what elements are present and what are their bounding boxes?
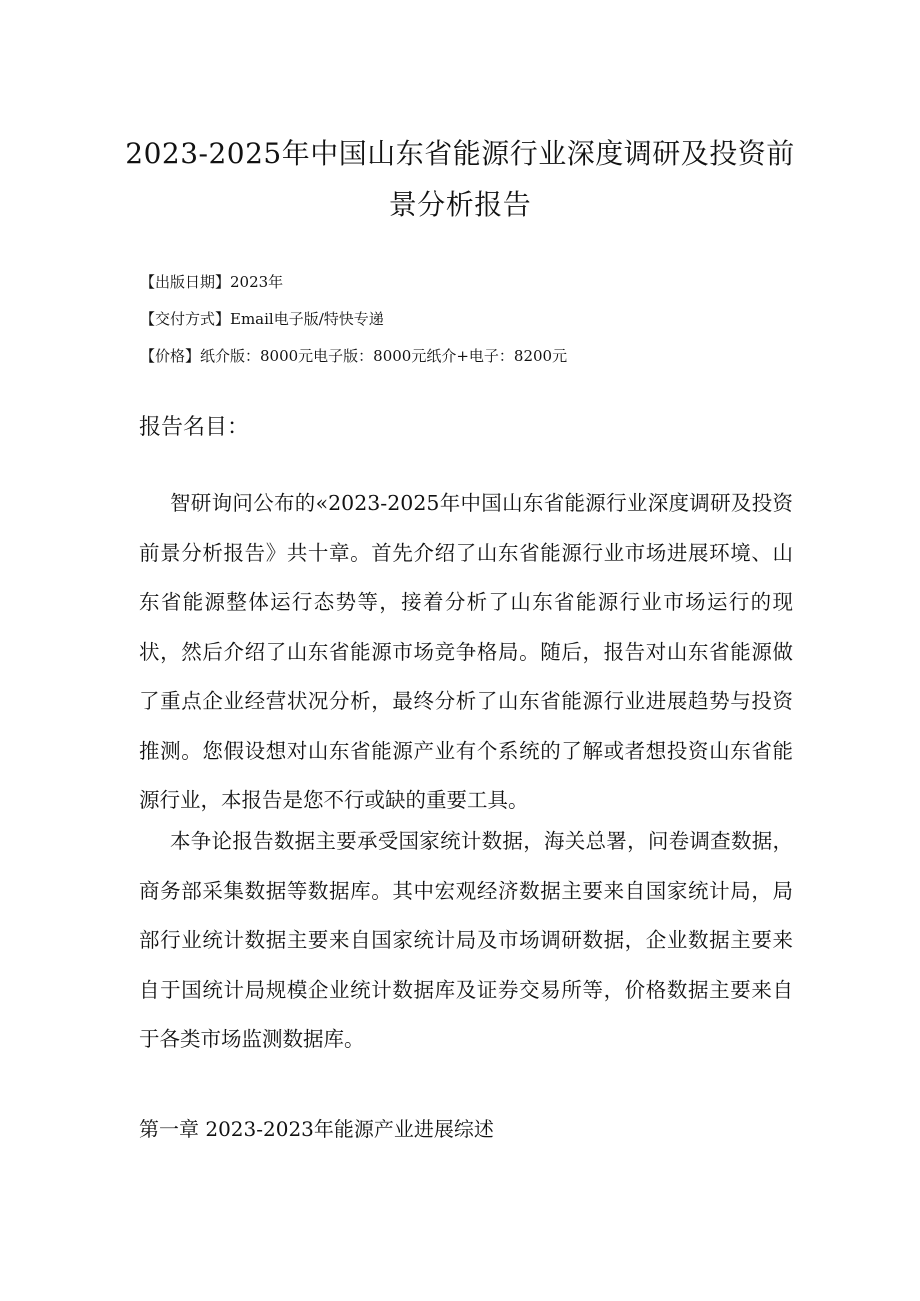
intro-paragraph: 智研询问公布的«2023-2025年中国山东省能源行业深度调研及投资前景分析报告》共十章。首先介绍了山东省能源行业市场进展环境、山东省能源整体运行态势等，接着分析了山东省能源行业市场运行的现状，然后介绍了山东省能源市场竞争格局。随后，报告对山东省能源做了重点企业经营状况分析，最终分析了山东省能源行业进展趋势与投资推测。您假设想对山东省能源产业有个系统的了解或者想投资山东省能源行业，本报告是您不行或缺的重要工具。 — [139, 491, 793, 812]
delivery-method: 【交付方式】Email电子版/特快专递 — [140, 310, 384, 328]
chapter-heading: 第一章 2023-2023年能源产业进展综述 — [139, 1117, 494, 1141]
price-info: 【价格】纸介版：8000元电子版：8000元纸介+电子：8200元 — [140, 347, 568, 365]
section-heading: 报告名目： — [139, 415, 250, 440]
publish-date: 【出版日期】2023年 — [140, 273, 284, 291]
report-title-line-1: 2023-2025年中国山东省能源行业深度调研及投资前 — [125, 137, 795, 170]
data-source-paragraph: 本争论报告数据主要承受国家统计数据，海关总署，问卷调查数据，商务部采集数据等数据库。其中宏观经济数据主要来自国家统计局，局部行业统计数据主要来自国家统计局及市场调研数据，企业数据主要来自于国统计局规模企业统计数据库及证券交易所等，价格数据主要来自于各类市场监测数据库。 — [139, 829, 793, 1051]
report-title-line-2: 景分析报告 — [388, 188, 532, 221]
